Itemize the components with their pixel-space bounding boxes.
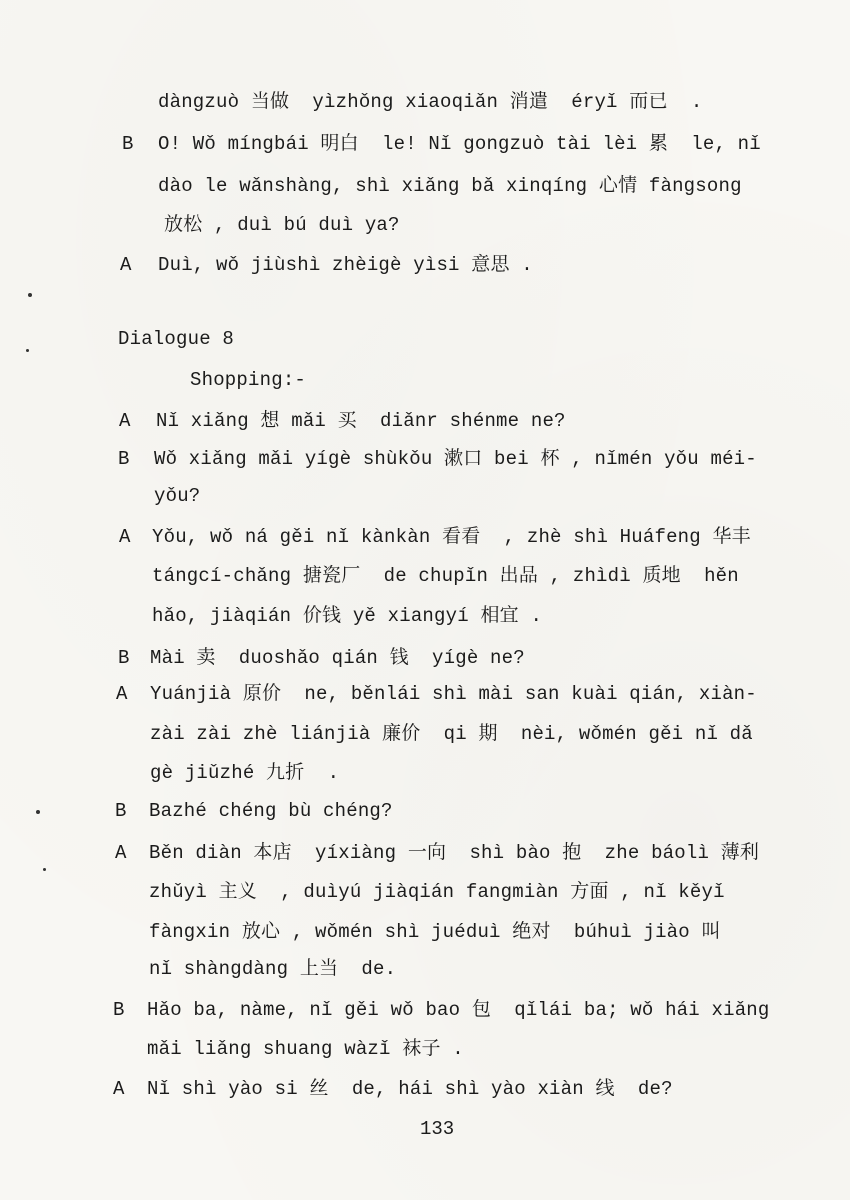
text-line: mǎi liǎng shuang wàzǐ 袜子 . (147, 1038, 464, 1060)
speaker-label: B (118, 647, 130, 669)
dialogue-subtitle: Shopping:- (190, 369, 307, 391)
text-line: Bazhé chéng bù chéng? (149, 800, 393, 822)
speaker-label: B (113, 999, 125, 1021)
text-line: zài zài zhè liánjià 廉价 qi 期 nèi, wǒmén gěi nǐ dǎ (150, 723, 753, 745)
dialogue-heading: Dialogue 8 (118, 328, 235, 350)
text-line: Yuánjià 原价 ne, běnlái shì mài san kuài qián, xiàn- (150, 683, 757, 705)
text-line: hǎo, jiàqián 价钱 yě xiangyí 相宜 . (152, 605, 543, 627)
speaker-label: A (116, 683, 128, 705)
text-line: Duì, wǒ jiùshì zhèigè yìsi 意思 . (158, 254, 533, 276)
speaker-label: A (119, 410, 131, 432)
margin-dot (43, 868, 46, 871)
margin-dot (28, 293, 32, 297)
text-line: dào le wǎnshàng, shì xiǎng bǎ xinqíng 心情 fàngsong (158, 175, 742, 197)
speaker-label: B (115, 800, 127, 822)
text-line: 放松 , duì bú duì ya? (164, 214, 400, 236)
text-line: yǒu? (154, 485, 201, 507)
text-line: Wǒ xiǎng mǎi yígè shùkǒu 漱口 bei 杯 , nǐmén yǒu méi- (154, 448, 757, 470)
text-line: Mài 卖 duoshǎo qián 钱 yígè ne? (150, 647, 525, 669)
text-line: Běn diàn 本店 yíxiàng 一向 shì bào 抱 zhe báolì 薄利 (149, 842, 760, 864)
text-line: zhǔyì 主义 , duìyú jiàqián fangmiàn 方面 , nǐ kěyǐ (149, 881, 725, 903)
text-line: fàngxin 放心 , wǒmén shì juéduì 绝对 búhuì jiào 叫 (149, 921, 721, 943)
margin-dot (36, 810, 40, 814)
text-line: O! Wǒ míngbái 明白 le! Nǐ gongzuò tài lèi 累 le, nǐ (158, 133, 761, 155)
speaker-label: B (118, 448, 130, 470)
speaker-label: A (119, 526, 131, 548)
text-line: Nǐ xiǎng 想 mǎi 买 diǎnr shénme ne? (156, 410, 566, 432)
text-line: Nǐ shì yào si 丝 de, hái shì yào xiàn 线 de? (147, 1078, 673, 1100)
text-line: gè jiǔzhé 九折 . (150, 762, 340, 784)
text-line: Hǎo ba, nàme, nǐ gěi wǒ bao 包 qǐlái ba; wǒ hái xiǎng (147, 999, 770, 1021)
text-line: tángcí-chǎng 搪瓷厂 de chupǐn 出品 , zhìdì 质地 hěn (152, 565, 739, 587)
speaker-label: A (115, 842, 127, 864)
text-line: dàngzuò 当做 yìzhǒng xiaoqiǎn 消遣 éryǐ 而已 . (158, 91, 703, 113)
text-line: nǐ shàngdàng 上当 de. (149, 958, 397, 980)
speaker-label: A (120, 254, 132, 276)
bleed-through-text (690, 100, 830, 1100)
text-line: Yǒu, wǒ ná gěi nǐ kànkàn 看看 , zhè shì Huáfeng 华丰 (152, 526, 751, 548)
speaker-label: A (113, 1078, 125, 1100)
page-number: 133 (420, 1118, 455, 1140)
speaker-label: B (122, 133, 134, 155)
margin-dot (26, 349, 29, 352)
